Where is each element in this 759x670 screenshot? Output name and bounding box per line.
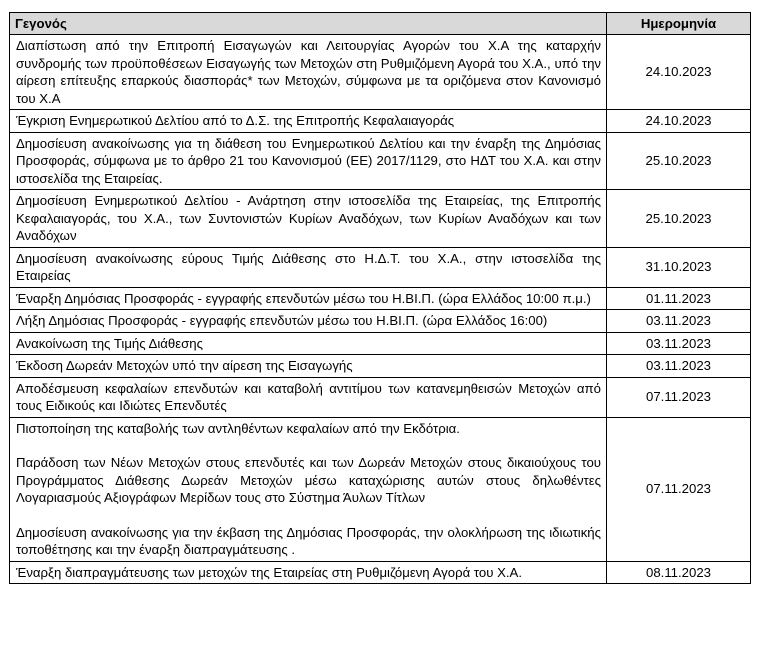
date-cell: 03.11.2023 xyxy=(607,310,751,333)
date-cell: 25.10.2023 xyxy=(607,132,751,190)
event-text: Έναρξη Δημόσιας Προσφοράς - εγγραφής επενδυτών μέσω του Η.ΒΙ.Π. (ώρα Ελλάδος 10:00 π.μ.) xyxy=(16,290,591,306)
event-text: Λήξη Δημόσιας Προσφοράς - εγγραφής επενδυτών μέσω του Η.ΒΙ.Π. (ώρα Ελλάδος 16:00) xyxy=(16,313,548,328)
table-row xyxy=(10,355,751,378)
event-cell xyxy=(10,190,607,248)
event-text: Δημοσίευση Ενημερωτικού Δελτίου - Ανάρτηση στην ιστοσελίδα της Εταιρείας, της Επιτροπής Κεφαλαιαγοράς, του Χ.Α., των Συντονιστών Κυρίων Αναδόχων, των Κυρίων Αναδόχων και των Αναδόχων xyxy=(16,193,601,243)
event-cell xyxy=(10,332,607,355)
event-cell xyxy=(10,132,607,190)
event-text: Πιστοποίηση της καταβολής των αντληθέντων κεφαλαίων από την Εκδότρια. xyxy=(16,420,460,436)
date-column-header: Ημερομηνία xyxy=(607,13,751,35)
event-text: Έναρξη διαπραγμάτευσης των μετοχών της Εταιρείας στη Ρυθμιζόμενη Αγορά του Χ.Α. xyxy=(16,564,523,580)
table-row xyxy=(10,561,751,584)
event-cell xyxy=(10,287,607,310)
event-text: Έγκριση Ενημερωτικού Δελτίου από το Δ.Σ. της Επιτροπής Κεφαλαιαγοράς xyxy=(16,113,455,128)
table-body xyxy=(10,35,751,584)
event-cell xyxy=(10,110,607,133)
date-cell: 07.11.2023 xyxy=(607,417,751,561)
event-text: Παράδοση των Νέων Μετοχών στους επενδυτές και των Δωρεάν Μετοχών στους δικαιούχους του Προγράμματος Διάθεσης Δωρεάν Μετοχών μέσω καταχώρισης αυτών στους δηλωθέντες Λογαριασμούς Αξιογράφων Μερίδων τους στο Σύστημα Άυλων Τίτλων xyxy=(16,455,601,505)
event-text: Αποδέσμευση κεφαλαίων επενδυτών και καταβολή αντιτίμου των κατανεμηθεισών Μετοχών από τους Ειδικούς και Ιδιώτες Επενδυτές xyxy=(16,380,601,413)
event-cell xyxy=(10,310,607,333)
event-cell xyxy=(10,417,607,561)
table-row xyxy=(10,310,751,333)
event-cell xyxy=(10,561,607,584)
date-cell: 08.11.2023 xyxy=(607,561,751,584)
event-text: Διαπίστωση από την Επιτροπή Εισαγωγών και Λειτουργίας Αγορών του Χ.Α της καταρχήν συνδρομής των προϋποθέσεων Εισαγωγής των Μετοχών στη Ρυθμιζόμενη Αγορά του Χ.Α., υπό την αίρεση επίτευξης επαρκούς διασποράς* των Μετοχών, σύμφωνα με τα οριζόμενα στον Κανονισμό του Χ.Α xyxy=(16,38,601,106)
timetable xyxy=(9,12,751,584)
event-cell xyxy=(10,377,607,417)
table-header-row xyxy=(10,13,751,35)
date-cell: 01.11.2023 xyxy=(607,287,751,310)
event-text: Ανακοίνωση της Τιμής Διάθεσης xyxy=(16,335,203,351)
date-cell: 03.11.2023 xyxy=(607,332,751,355)
event-text: Δημοσίευση ανακοίνωσης για τη διάθεση του Ενημερωτικού Δελτίου και την έναρξη της Δημόσιας Προσφοράς, σύμφωνα με το άρθρο 21 του Κανονισμού (ΕΕ) 2017/1129, στο ΗΔΤ του Χ.Α. και στην ιστοσελίδα της Εταιρείας. xyxy=(16,135,601,186)
date-cell: 03.11.2023 xyxy=(607,355,751,378)
event-column-header: Γεγονός xyxy=(10,13,607,35)
date-cell: 07.11.2023 xyxy=(607,377,751,417)
date-cell: 24.10.2023 xyxy=(607,35,751,110)
event-text: Έκδοση Δωρεάν Μετοχών υπό την αίρεση της Εισαγωγής xyxy=(16,358,353,373)
event-text: Δημοσίευση ανακοίνωσης για την έκβαση της Δημόσιας Προσφοράς, την ολοκλήρωση της ιδιωτικής τοποθέτησης και την έναρξη διαπραγμάτευσης . xyxy=(16,524,601,557)
table-row xyxy=(10,287,751,310)
table-row xyxy=(10,110,751,133)
table-row xyxy=(10,417,751,561)
event-cell xyxy=(10,35,607,110)
table-row xyxy=(10,247,751,287)
table-row xyxy=(10,332,751,355)
event-cell xyxy=(10,355,607,378)
table-row xyxy=(10,132,751,190)
date-cell: 31.10.2023 xyxy=(607,247,751,287)
event-cell xyxy=(10,247,607,287)
date-cell: 25.10.2023 xyxy=(607,190,751,248)
table-row xyxy=(10,35,751,110)
table-row xyxy=(10,377,751,417)
event-text: Δημοσίευση ανακοίνωσης εύρους Τιμής Διάθεσης στο Η.Δ.Τ. του Χ.Α., στην ιστοσελίδα της Εταιρείας xyxy=(16,250,601,283)
table-row xyxy=(10,190,751,248)
date-cell: 24.10.2023 xyxy=(607,110,751,133)
